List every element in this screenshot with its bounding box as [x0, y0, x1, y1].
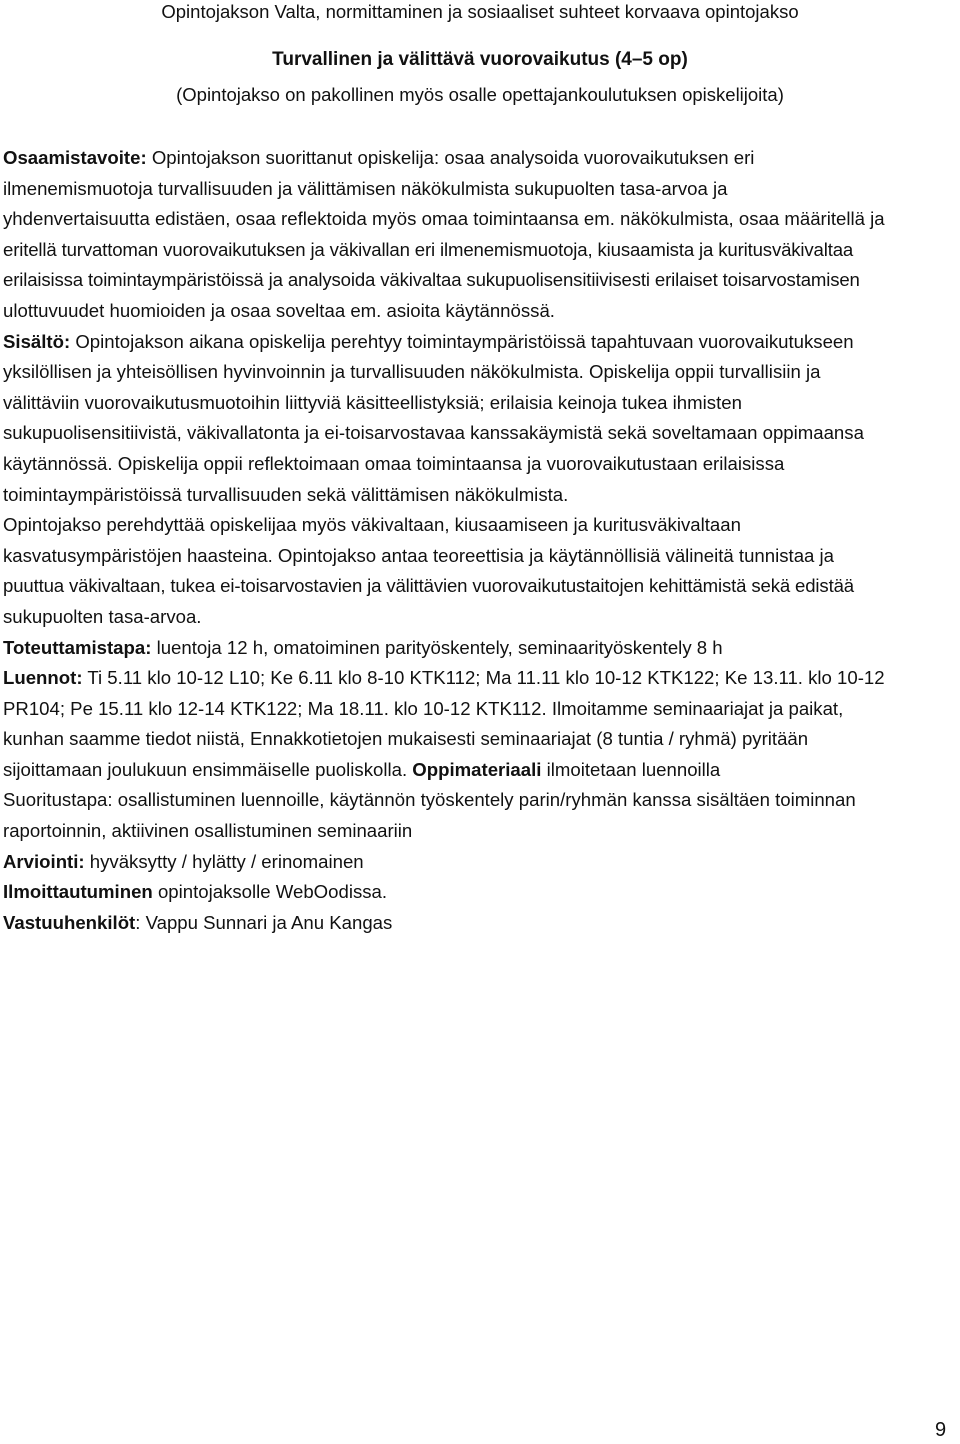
learning-outcomes-section — [3, 143, 958, 327]
learning-outcomes-label: Osaamistavoite: — [3, 147, 147, 168]
implementation-section — [3, 633, 958, 664]
learning-outcomes-line: Opintojakson suorittanut opiskelija: osaa analysoida vuorovaikutuksen eri — [146, 147, 755, 168]
learning-outcomes-line: ulottuvuudet huomioiden ja osaa soveltaa em. asioita käytännössä. — [3, 299, 555, 321]
responsible-persons-label: Vastuuhenkilöt — [3, 911, 136, 933]
orientation-line: kasvatusympäristöjen haasteina. Opintojakso antaa teoreettisia ja käytännöllisiä välineitä tunnistaa ja — [3, 544, 835, 566]
learning-outcomes-line: yhdenvertaisuutta edistäen, osaa reflektoida myös omaa toimintaansa em. näkökulmista, osaa määritellä ja — [3, 208, 885, 230]
content-line: käytännössä. Opiskelija oppii reflektoimaan omaa toimintaansa ja vuorovaikutustaan erilaisissa — [3, 452, 785, 474]
page-number: 9 — [935, 1419, 947, 1441]
assessment-section — [3, 847, 958, 878]
learning-outcomes-line: erilaisissa toimintaympäristöissä ja analysoida väkivaltaa sukupuolisensitiivisesti erilaiset toisarvostamisen — [3, 269, 860, 291]
study-materials-text: ilmoitetaan luennoilla — [541, 758, 721, 780]
learning-outcomes-line: ilmenemismuotoja turvallisuuden ja välittämisen näkökulmista sukupuolten tasa-arvoa ja — [3, 177, 728, 199]
orientation-section — [3, 510, 958, 632]
registration-label: Ilmoittautuminen — [3, 881, 153, 903]
orientation-line: sukupuolten tasa-arvoa. — [3, 605, 202, 627]
assessment-label: Arviointi: — [3, 850, 85, 872]
responsible-persons-text: : Vappu Sunnari ja Anu Kangas — [135, 911, 393, 933]
content-line: Opintojakson aikana opiskelija perehtyy toimintaympäristöissä tapahtuvaan vuorovaikutukseen — [70, 330, 854, 352]
completion-section — [3, 785, 958, 846]
lectures-line: PR104; Pe 15.11 klo 12-14 KTK122; Ma 18.11. klo 10-12 KTK112. Ilmoitamme seminaariajat ja paikat, — [3, 697, 844, 719]
content-section — [3, 327, 958, 511]
course-title: Turvallinen ja välittävä vuorovaikutus (4–5 op) — [272, 49, 688, 70]
orientation-line: puuttua väkivaltaan, tukea ei-toisarvostavien ja välittävien vuorovaikutustaitojen kehittämistä sekä edistää — [3, 575, 854, 597]
completion-line: raportoinnin, aktiivinen osallistuminen seminaariin — [3, 820, 413, 842]
assessment-text: hyväksytty / hylätty / erinomainen — [84, 850, 364, 872]
completion-line: Suoritustapa: osallistuminen luennoille, käytännön työskentely parin/ryhmän kanssa sisältäen toiminnan — [3, 789, 856, 811]
course-context-line: Opintojakson Valta, normittaminen ja sosiaaliset suhteet korvaava opintojakso — [161, 1, 799, 22]
lectures-line: Ti 5.11 klo 10-12 L10; Ke 6.11 klo 8-10 KTK112; Ma 11.11 klo 10-12 KTK122; Ke 13.11. klo 10-12 — [82, 667, 885, 689]
learning-outcomes-line: eritellä turvattoman vuorovaikutuksen ja väkivallan eri ilmenemismuotoja, kiusaamista ja kuritusväkivaltaa — [3, 238, 854, 260]
orientation-line: Opintojakso perehdyttää opiskelijaa myös väkivaltaan, kiusaamiseen ja kuritusväkivaltaan — [3, 514, 741, 536]
course-description — [3, 143, 958, 938]
content-line: yksilöllisen ja yhteisöllisen hyvinvoinnin ja turvallisuuden näkökulmista. Opiskelija oppii turvallisiin ja — [3, 361, 821, 383]
course-subtitle: (Opintojakso on pakollinen myös osalle opettajankoulutuksen opiskelijoita) — [176, 84, 784, 105]
lectures-line: sijoittamaan joulukuun ensimmäiselle puoliskolla. — [3, 758, 413, 780]
implementation-text: luentoja 12 h, omatoiminen parityöskentely, seminaarityöskentely 8 h — [151, 636, 723, 658]
content-line: sukupuolisensitiivistä, väkivallatonta ja ei-toisarvostavaa kanssakäymistä sekä soveltamaan oppimaansa — [3, 422, 864, 444]
lectures-line: kunhan saamme tiedot niistä, Ennakkotietojen mukaisesti seminaariajat (8 tuntia / ryhmä) pyritään — [3, 728, 809, 750]
lectures-label: Luennot: — [3, 667, 83, 689]
registration-text: opintojaksolle WebOodissa. — [152, 881, 388, 903]
responsible-persons-section — [3, 908, 958, 939]
lectures-section — [3, 663, 958, 785]
implementation-label: Toteuttamistapa: — [3, 636, 152, 658]
content-line: välittäviin vuorovaikutusmuotoihin liittyviä käsitteellistyksiä; erilaisia keinoja tukea ihmisten — [3, 391, 742, 413]
content-label: Sisältö: — [3, 330, 71, 352]
content-line: toimintaympäristöissä turvallisuuden sekä välittämisen näkökulmista. — [3, 483, 569, 505]
study-materials-label: Oppimateriaali — [412, 758, 542, 780]
registration-section — [3, 877, 958, 908]
